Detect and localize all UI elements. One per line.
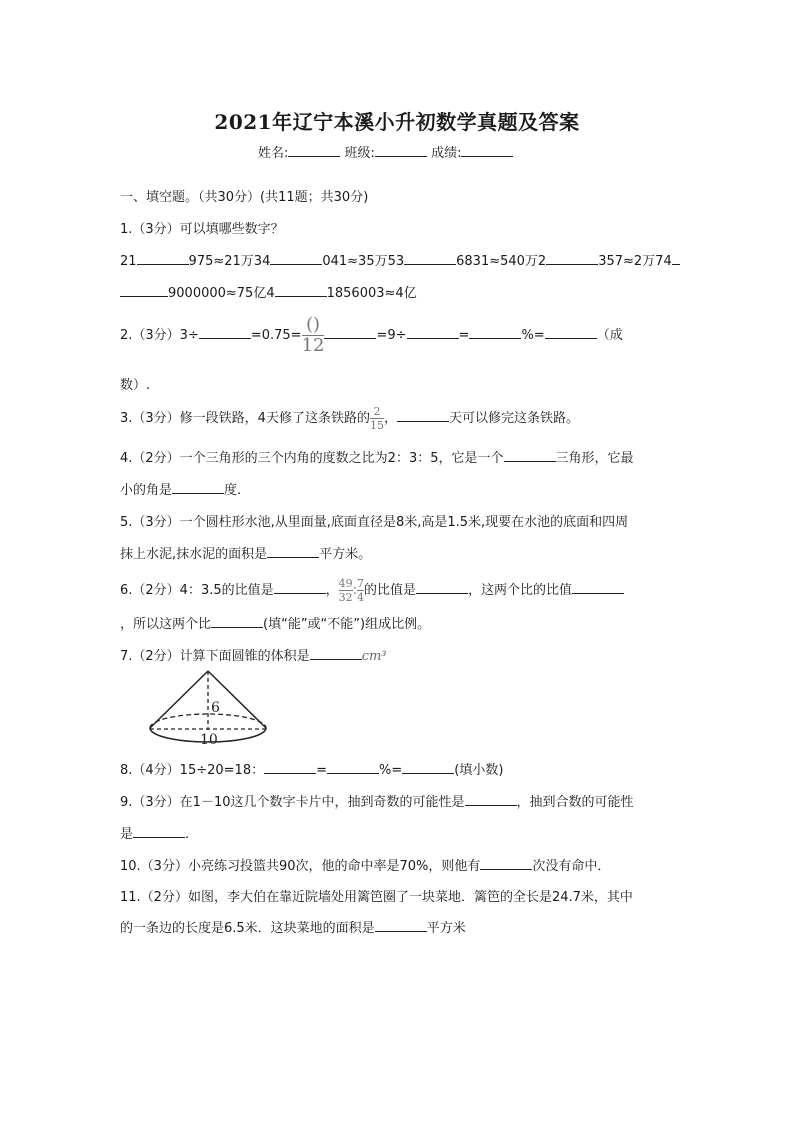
student-info [258,142,513,161]
answer-blank[interactable] [404,252,456,265]
question-6-line-2: ，所以这两个比 (填“能”或“不能”)组成比例。 [120,617,431,632]
answer-blank[interactable] [504,449,556,462]
answer-blank[interactable] [211,615,263,628]
score-label: 成绩: [431,146,462,161]
cone-diagram [148,668,272,750]
question-9-line-2: 是 . [120,827,190,842]
answer-blank[interactable] [137,252,189,265]
answer-blank[interactable] [572,581,624,594]
answer-blank[interactable] [465,793,517,806]
answer-blank-start[interactable] [672,252,680,265]
question-6: 6.（2分）4：3.5的比值是 ， $\frac{49}{32}$ : $\frac{7}{4}$ 的比值是 ，这两个比的比值 [120,578,624,603]
question-11-line-2: 的一条边的长度是6.5米．这块菜地的面积是 平方米 [120,921,466,936]
score-blank[interactable] [461,144,513,157]
answer-blank[interactable] [267,545,319,558]
answer-blank[interactable] [546,252,598,265]
question-8: 8.（4分）15÷20=18： = %= (填小数) [120,763,504,778]
page-title: 2021年辽宁本溪小升初数学真题及答案 [214,110,580,134]
answer-blank[interactable] [407,326,459,339]
cone-height-label: 6 [211,700,220,716]
answer-blank[interactable] [120,284,168,297]
question-4: 4.（2分）一个三角形的三个内角的度数之比为2：3：5，它是一个 三角形，它最 [120,451,634,466]
answer-blank[interactable] [469,326,521,339]
question-2: 2.（3分）3÷ =0.75= $\frac{()}{12}$ =9÷ = %= （成 [120,314,623,356]
name-blank[interactable] [288,144,340,157]
answer-blank[interactable] [480,857,532,870]
question-7: 7.（2分）计算下面圆锥的体积是 cm³ [120,649,387,664]
question-1: 1.（3分）可以填哪些数字？ [120,222,284,237]
answer-blank[interactable] [402,761,454,774]
answer-blank[interactable] [264,761,316,774]
answer-blank[interactable] [397,409,449,422]
fraction: $\frac{7}{4}$ [357,577,365,604]
answer-blank[interactable] [545,326,597,339]
answer-blank[interactable] [327,761,379,774]
answer-blank[interactable] [275,284,327,297]
answer-blank[interactable] [133,825,185,838]
section-heading: 一、填空题。（共30分）(共11题；共30分) [120,190,369,205]
class-label: 班级: [344,146,375,161]
question-5: 5.（3分）一个圆柱形水池,从里面量,底面直径是8米,高是1.5米,现要在水池的底面和四周 [120,515,629,530]
fraction: $\frac{49}{32}$ [338,577,353,604]
question-1-line-3: 9000000≈75亿4 1856003≈4亿 [120,282,417,301]
cone-diameter-label: 10 [200,732,218,748]
answer-blank[interactable] [199,326,251,339]
question-10: 10.（3分）小亮练习投篮共90次，他的命中率是70%，则他有 次没有命中． [120,859,611,874]
answer-blank[interactable] [172,481,224,494]
class-blank[interactable] [375,144,427,157]
question-1-line-2: 21 975≈21万34 041≈35万53 6831≈540万2 357≈2万74 [120,250,680,269]
answer-blank[interactable] [310,647,362,660]
answer-blank[interactable] [375,919,427,932]
answer-blank[interactable] [416,581,468,594]
answer-blank[interactable] [270,252,322,265]
fraction: $\frac{()}{12}$ [301,314,325,356]
question-2-line-2: 数）. [120,378,151,393]
answer-blank[interactable] [324,326,376,339]
question-9: 9.（3分）在1－10这几个数字卡片中，抽到奇数的可能性是 ，抽到合数的可能性 [120,795,634,810]
fraction: $\frac{2}{15}$ [369,405,384,432]
question-4-line-2: 小的角是 度. [120,483,242,498]
name-label: 姓名: [258,146,289,161]
question-5-line-2: 抹上水泥,抹水泥的面积是 平方米。 [120,547,372,562]
question-3: 3.（3分）修一段铁路，4天修了这条铁路的 $\frac{2}{15}$ ， 天可以修完这条铁路。 [120,405,579,432]
answer-blank[interactable] [274,581,326,594]
question-11: 11.（2分）如图，李大伯在靠近院墙处用篱笆圈了一块菜地．篱笆的全长是24.7米，其中 [120,890,633,905]
